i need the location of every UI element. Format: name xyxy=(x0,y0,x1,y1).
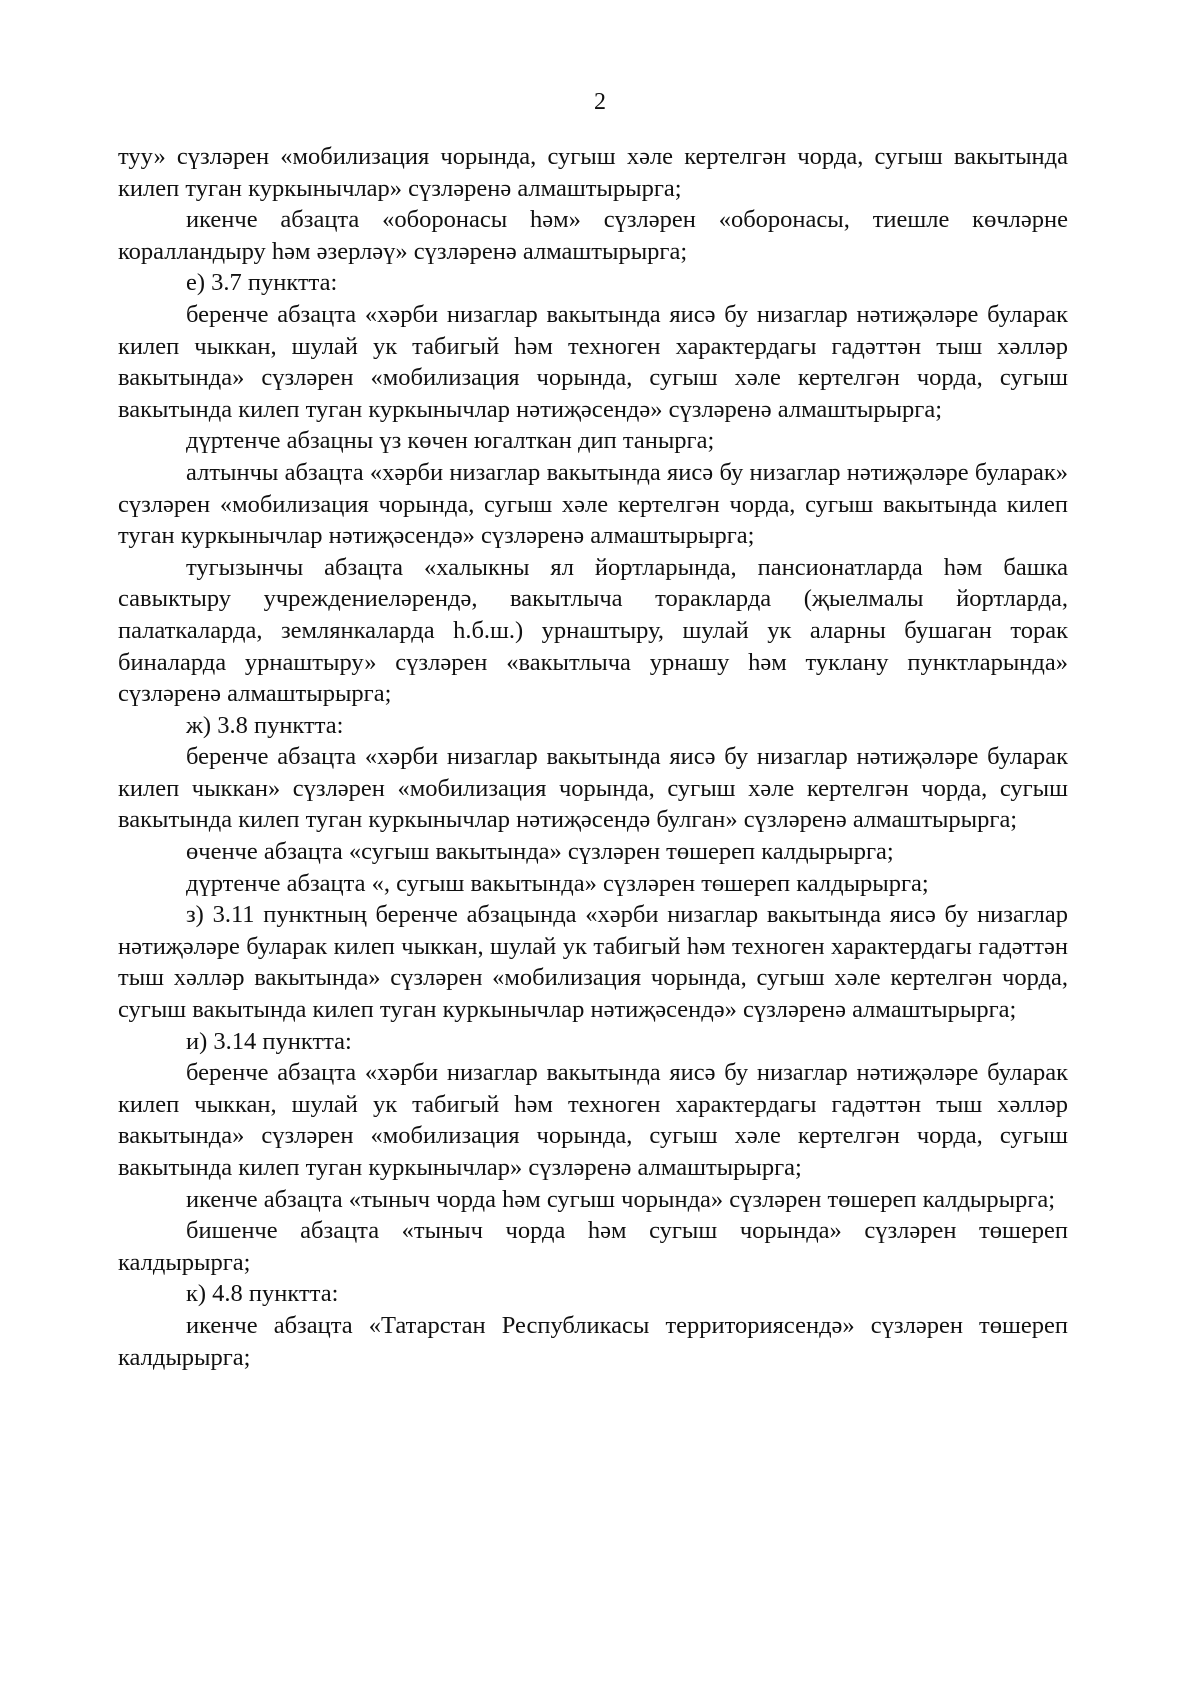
paragraph: икенче абзацта «оборонасы һәм» сүзләрен «оборонасы, тиешле көчләрне коралландыру һәм әзерләү» сүзләренә алмаштырырга; xyxy=(118,206,1068,265)
paragraph: бишенче абзацта «тыныч чорда һәм сугыш чорында» сүзләрен төшереп калдырырга; xyxy=(118,1217,1068,1276)
paragraph: туу» сүзләрен «мобилизация чорында, сугыш хәле кертелгән чорда, сугыш вакытында килеп туган куркынычлар» сүзләренә алмаштырырга; xyxy=(118,143,1068,202)
document-body xyxy=(118,141,1068,1373)
paragraph-subpoint: и) 3.14 пунктта: xyxy=(186,1027,352,1055)
paragraph: з) 3.11 пунктның беренче абзацында «хәрби низаглар вакытында яисә бу низаглар нәтиҗәләре буларак килеп чыккан, шулай ук табигый һәм техноген характердагы гадәттән тыш хәлләр вакытында» сүзләрен «мобилизация чорында, сугыш хәле кертелгән чорда, сугыш вакытында килеп туган куркынычлар нәтиҗәсендә» сүзләренә алмаштырырга; xyxy=(118,901,1068,1024)
paragraph: өченче абзацта «сугыш вакытында» сүзләрен төшереп калдырырга; xyxy=(186,838,894,866)
paragraph: икенче абзацта «Татарстан Республикасы территориясендә» сүзләрен төшереп калдырырга; xyxy=(118,1311,1068,1371)
paragraph: тугызынчы абзацта «халыкны ял йортларында, пансионатларда һәм башка савыктыру учреждениеләрендә, вакытлыча торакларда (җыелмалы йортларда, палаткаларда, землянкаларда һ.б.ш.) урнаштыру, шулай ук аларны бушаган торак биналарда урнаштыру» сүзләрен «вакытлыча урнашу һәм туклану пунктларында» сүзләренә алмаштырырга; xyxy=(118,553,1068,708)
paragraph: дүртенче абзацны үз көчен югалткан дип танырга; xyxy=(186,427,715,455)
paragraph: дүртенче абзацта «, сугыш вакытында» сүзләрен төшереп калдырырга; xyxy=(186,869,929,897)
paragraph-subpoint: к) 4.8 пунктта: xyxy=(186,1280,339,1308)
paragraph: беренче абзацта «хәрби низаглар вакытында яисә бу низаглар нәтиҗәләре буларак килеп чыккан, шулай ук табигый һәм техноген характердагы гадәттән тыш хәлләр вакытында» сүзләрен «мобилизация чорында, сугыш хәле кертелгән чорда, сугыш вакытында килеп туган куркынычлар нәтиҗәсендә» сүзләренә алмаштырырга; xyxy=(118,300,1068,423)
page-number: 2 xyxy=(594,89,606,115)
paragraph-subpoint: ж) 3.8 пунктта: xyxy=(186,711,344,739)
paragraph: беренче абзацта «хәрби низаглар вакытында яисә бу низаглар нәтиҗәләре буларак килеп чыккан, шулай ук табигый һәм техноген характердагы гадәттән тыш хәлләр вакытында» сүзләрен «мобилизация чорында, сугыш хәле кертелгән чорда, сугыш вакытында килеп туган куркынычлар» сүзләренә алмаштырырга; xyxy=(118,1059,1068,1181)
paragraph: икенче абзацта «тыныч чорда һәм сугыш чорында» сүзләрен төшереп калдырырга; xyxy=(186,1185,1056,1213)
paragraph: беренче абзацта «хәрби низаглар вакытында яисә бу низаглар нәтиҗәләре буларак килеп чыккан» сүзләрен «мобилизация чорында, сугыш хәле кертелгән чорда, сугыш вакытында килеп туган куркынычлар нәтиҗәсендә булган» сүзләренә алмаштырырга; xyxy=(118,743,1068,834)
paragraph-subpoint: е) 3.7 пунктта: xyxy=(186,269,338,297)
paragraph: алтынчы абзацта «хәрби низаглар вакытында яисә бу низаглар нәтиҗәләре буларак» сүзләрен «мобилизация чорында, сугыш хәле кертелгән чорда, сугыш вакытында килеп туган куркынычлар нәтиҗәсендә» сүзләренә алмаштырырга; xyxy=(118,458,1068,550)
